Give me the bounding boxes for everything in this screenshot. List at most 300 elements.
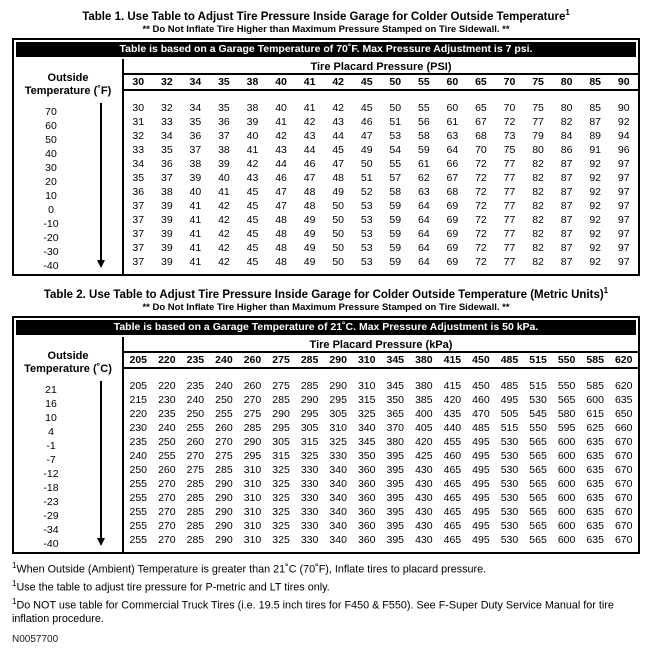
pressure-cell: 42 xyxy=(275,129,287,142)
placard-pressure-header: 220 xyxy=(158,353,176,366)
pressure-cell: 45 xyxy=(246,213,259,226)
pressure-cell: 87 xyxy=(560,255,573,268)
pressure-cell: 350 xyxy=(357,449,376,462)
pressure-cell: 295 xyxy=(300,407,319,420)
table1-data-column xyxy=(124,59,638,274)
pressure-cell: 360 xyxy=(357,463,376,476)
placard-pressure-header: 485 xyxy=(500,353,519,366)
pressure-cell: 96 xyxy=(617,143,630,156)
pressure-cell: 415 xyxy=(443,379,462,392)
pressure-cell: 53 xyxy=(360,255,373,268)
down-arrow-head xyxy=(97,260,105,268)
pressure-cell: 77 xyxy=(503,227,516,240)
pressure-cell: 305 xyxy=(329,407,347,420)
pressure-cell: 44 xyxy=(303,143,316,156)
pressure-cell: 505 xyxy=(500,407,519,420)
temperature-value: 20 xyxy=(45,175,57,188)
pressure-cell: 35 xyxy=(132,171,145,184)
pressure-cell: 45 xyxy=(332,143,344,156)
pressure-cell: 48 xyxy=(275,255,287,268)
temperature-value: 10 xyxy=(45,411,57,424)
pressure-cell: 44 xyxy=(332,129,344,142)
pressure-cell: 59 xyxy=(389,241,402,254)
pressure-cell: 31 xyxy=(132,115,145,128)
pressure-cell: 485 xyxy=(472,421,490,434)
pressure-cell: 290 xyxy=(272,407,290,420)
pressure-cell: 59 xyxy=(389,213,402,226)
pressure-cell: 39 xyxy=(218,157,230,170)
table-row xyxy=(124,199,638,213)
pressure-cell: 39 xyxy=(160,213,173,226)
pressure-cell: 72 xyxy=(503,115,516,128)
pressure-cell: 255 xyxy=(129,477,148,490)
pressure-cell: 395 xyxy=(386,505,405,518)
pressure-cell: 340 xyxy=(329,477,347,490)
pressure-cell: 97 xyxy=(617,255,630,268)
placard-pressure-header: 620 xyxy=(614,353,633,366)
pressure-cell: 41 xyxy=(303,101,316,114)
table-row xyxy=(124,101,638,115)
table1-temp-column xyxy=(14,59,124,274)
pressure-cell: 430 xyxy=(415,533,433,546)
pressure-cell: 635 xyxy=(586,435,604,448)
pressure-cell: 530 xyxy=(500,435,519,448)
placard-pressure-header: 585 xyxy=(586,353,604,366)
pressure-cell: 39 xyxy=(246,115,259,128)
placard-pressure-header: 415 xyxy=(443,353,462,366)
pressure-cell: 41 xyxy=(189,241,202,254)
pressure-cell: 45 xyxy=(246,185,259,198)
pressure-cell: 340 xyxy=(329,519,347,532)
pressure-cell: 37 xyxy=(189,143,202,156)
table-row xyxy=(124,213,638,227)
placard-pressure-header: 345 xyxy=(386,353,405,366)
pressure-cell: 600 xyxy=(557,435,576,448)
pressure-cell: 350 xyxy=(386,393,405,406)
pressure-cell: 635 xyxy=(586,519,604,532)
placard-pressure-header: 60 xyxy=(446,75,459,88)
placard-pressure-header: 80 xyxy=(560,75,573,88)
pressure-cell: 295 xyxy=(329,393,347,406)
table-row xyxy=(124,129,638,143)
pressure-cell: 565 xyxy=(529,463,547,476)
pressure-cell: 39 xyxy=(160,199,173,212)
temperature-value: -7 xyxy=(46,453,56,466)
pressure-cell: 37 xyxy=(218,129,230,142)
pressure-cell: 36 xyxy=(132,185,145,198)
placard-pressure-header: 290 xyxy=(329,353,347,366)
pressure-cell: 49 xyxy=(303,227,316,240)
pressure-cell: 275 xyxy=(243,407,262,420)
temp-values xyxy=(14,383,88,551)
pressure-cell: 635 xyxy=(586,477,604,490)
table2-section xyxy=(12,284,640,554)
temperature-value: -12 xyxy=(43,467,59,480)
temperature-value: 21 xyxy=(45,383,57,396)
pressure-cell: 495 xyxy=(472,477,490,490)
pressure-cell: 670 xyxy=(614,463,633,476)
pressure-cell: 60 xyxy=(446,101,459,114)
pressure-cell: 43 xyxy=(303,129,316,142)
pressure-cell: 530 xyxy=(500,477,519,490)
pressure-cell: 465 xyxy=(443,533,462,546)
table-row xyxy=(124,157,638,171)
pressure-cell: 77 xyxy=(503,255,516,268)
pressure-cell: 37 xyxy=(132,227,145,240)
pressure-cell: 59 xyxy=(389,227,402,240)
pressure-cell: 37 xyxy=(132,241,145,254)
pressure-cell: 87 xyxy=(560,241,573,254)
pressure-cell: 330 xyxy=(300,477,319,490)
pressure-cell: 285 xyxy=(186,519,205,532)
pressure-cell: 45 xyxy=(246,241,259,254)
pressure-cell: 49 xyxy=(360,143,373,156)
pressure-cell: 92 xyxy=(617,115,630,128)
down-arrow-icon xyxy=(100,381,102,544)
pressure-cell: 42 xyxy=(218,199,230,212)
placard-pressure-header: 32 xyxy=(160,75,173,88)
temperature-value: 50 xyxy=(45,133,57,146)
pressure-cell: 77 xyxy=(503,171,516,184)
pressure-cell: 42 xyxy=(218,255,230,268)
pressure-cell: 250 xyxy=(129,463,148,476)
pressure-cell: 255 xyxy=(129,533,148,546)
pressure-cell: 37 xyxy=(132,199,145,212)
footnote-1 xyxy=(12,559,640,577)
pressure-cell: 310 xyxy=(357,379,376,392)
pressure-cell: 565 xyxy=(529,533,547,546)
pressure-cell: 600 xyxy=(557,491,576,504)
placard-pressure-header: 70 xyxy=(503,75,516,88)
table2-title-text: Table 2. Use Table to Adjust Tire Pressure Inside Garage for Colder Outside Temperature (Metric Units) xyxy=(43,288,604,301)
pressure-cell: 41 xyxy=(189,213,202,226)
pressure-cell: 64 xyxy=(446,143,459,156)
table2-temp-axis-label xyxy=(14,337,122,376)
placard-pressure-header: 41 xyxy=(303,75,316,88)
table-row xyxy=(124,407,638,421)
pressure-cell: 72 xyxy=(475,157,487,170)
pressure-cell: 330 xyxy=(300,505,319,518)
placard-pressure-header: 310 xyxy=(357,353,376,366)
pressure-cell: 290 xyxy=(215,519,233,532)
pressure-cell: 58 xyxy=(417,129,430,142)
footnote-marker: 1 xyxy=(12,560,17,570)
table1-pressure-header: Tire Placard Pressure (PSI) xyxy=(124,59,638,75)
pressure-cell: 530 xyxy=(500,519,519,532)
pressure-cell: 58 xyxy=(389,185,402,198)
pressure-cell: 670 xyxy=(614,519,633,532)
pressure-cell: 635 xyxy=(586,491,604,504)
pressure-cell: 45 xyxy=(246,199,259,212)
pressure-cell: 530 xyxy=(529,393,547,406)
temperature-value: 30 xyxy=(45,161,57,174)
pressure-cell: 340 xyxy=(329,491,347,504)
pressure-cell: 52 xyxy=(360,185,373,198)
pressure-cell: 330 xyxy=(300,463,319,476)
pressure-cell: 72 xyxy=(475,199,487,212)
pressure-cell: 635 xyxy=(586,463,604,476)
pressure-cell: 495 xyxy=(472,491,490,504)
pressure-cell: 72 xyxy=(475,227,487,240)
pressure-cell: 39 xyxy=(160,227,173,240)
pressure-cell: 87 xyxy=(560,227,573,240)
pressure-cell: 315 xyxy=(300,435,319,448)
pressure-cell: 600 xyxy=(557,449,576,462)
pressure-cell: 305 xyxy=(272,435,290,448)
pressure-cell: 72 xyxy=(475,185,487,198)
placard-pressure-header: 35 xyxy=(218,75,230,88)
pressure-cell: 92 xyxy=(589,255,601,268)
pressure-cell: 240 xyxy=(158,421,176,434)
temperature-value: -20 xyxy=(43,231,59,244)
pressure-cell: 40 xyxy=(189,185,202,198)
pressure-cell: 92 xyxy=(589,213,601,226)
pressure-cell: 395 xyxy=(386,477,405,490)
pressure-cell: 465 xyxy=(443,477,462,490)
temperature-value: -23 xyxy=(43,495,59,508)
footnote-marker: 1 xyxy=(603,285,609,295)
pressure-cell: 595 xyxy=(557,421,576,434)
pressure-cell: 395 xyxy=(386,491,405,504)
pressure-cell: 87 xyxy=(589,115,601,128)
pressure-cell: 670 xyxy=(614,533,633,546)
pressure-cell: 305 xyxy=(300,421,319,434)
pressure-cell: 49 xyxy=(303,241,316,254)
pressure-cell: 550 xyxy=(557,379,576,392)
pressure-cell: 77 xyxy=(503,213,516,226)
pressure-cell: 360 xyxy=(357,533,376,546)
table-row xyxy=(124,171,638,185)
pressure-cell: 235 xyxy=(129,435,148,448)
pressure-cell: 430 xyxy=(415,463,433,476)
pressure-cell: 275 xyxy=(215,449,233,462)
pressure-cell: 34 xyxy=(132,157,145,170)
pressure-cell: 385 xyxy=(415,393,433,406)
pressure-cell: 530 xyxy=(500,491,519,504)
pressure-cell: 285 xyxy=(186,505,205,518)
pressure-cell: 36 xyxy=(218,115,230,128)
pressure-cell: 42 xyxy=(332,101,344,114)
pressure-cell: 600 xyxy=(557,519,576,532)
pressure-cell: 635 xyxy=(586,449,604,462)
pressure-cell: 250 xyxy=(186,407,205,420)
placard-pressure-header: 90 xyxy=(617,75,630,88)
pressure-cell: 70 xyxy=(503,101,516,114)
pressure-cell: 495 xyxy=(472,435,490,448)
footnote-marker: 1 xyxy=(565,8,570,17)
pressure-cell: 48 xyxy=(275,241,287,254)
pressure-cell: 420 xyxy=(415,435,433,448)
pressure-cell: 620 xyxy=(614,379,633,392)
pressure-cell: 325 xyxy=(272,491,290,504)
pressure-cell: 70 xyxy=(475,143,487,156)
pressure-cell: 600 xyxy=(557,477,576,490)
pressure-cell: 50 xyxy=(332,241,344,254)
pressure-cell: 82 xyxy=(532,227,544,240)
table1-title-text: Table 1. Use Table to Adjust Tire Pressure Inside Garage for Colder Outside Temperature xyxy=(82,10,566,23)
pressure-cell: 50 xyxy=(332,199,344,212)
table2-title xyxy=(12,284,640,302)
table-row xyxy=(124,185,638,199)
pressure-cell: 62 xyxy=(417,171,430,184)
pressure-cell: 47 xyxy=(360,129,373,142)
pressure-cell: 77 xyxy=(532,115,544,128)
pressure-cell: 240 xyxy=(186,393,205,406)
pressure-cell: 75 xyxy=(532,101,544,114)
pressure-cell: 39 xyxy=(160,255,173,268)
pressure-cell: 670 xyxy=(614,449,633,462)
pressure-cell: 87 xyxy=(560,157,573,170)
pressure-cell: 290 xyxy=(215,477,233,490)
pressure-cell: 290 xyxy=(215,491,233,504)
pressure-cell: 255 xyxy=(129,505,148,518)
pressure-cell: 325 xyxy=(272,463,290,476)
pressure-cell: 67 xyxy=(446,171,459,184)
pressure-cell: 290 xyxy=(243,435,262,448)
pressure-cell: 310 xyxy=(243,505,262,518)
pressure-cell: 285 xyxy=(186,533,205,546)
pressure-cell: 485 xyxy=(500,379,519,392)
placard-pressure-header: 30 xyxy=(132,75,145,88)
table2-body xyxy=(14,337,638,552)
pressure-cell: 46 xyxy=(360,115,373,128)
placard-pressure-header: 38 xyxy=(246,75,259,88)
table-row xyxy=(124,143,638,157)
down-arrow-head xyxy=(97,538,105,546)
pressure-cell: 42 xyxy=(218,241,230,254)
pressure-cell: 42 xyxy=(218,213,230,226)
pressure-cell: 34 xyxy=(160,129,173,142)
pressure-cell: 530 xyxy=(500,463,519,476)
footnote-marker: 1 xyxy=(12,578,17,588)
pressure-cell: 290 xyxy=(300,393,319,406)
pressure-cell: 92 xyxy=(589,185,601,198)
pressure-cell: 39 xyxy=(160,241,173,254)
pressure-cell: 310 xyxy=(243,463,262,476)
pressure-cell: 90 xyxy=(617,101,630,114)
pressure-cell: 97 xyxy=(617,157,630,170)
table1-body xyxy=(14,59,638,274)
pressure-header-row xyxy=(124,353,638,369)
pressure-cell: 285 xyxy=(215,463,233,476)
pressure-cell: 97 xyxy=(617,185,630,198)
pressure-cell: 37 xyxy=(132,213,145,226)
pressure-cell: 330 xyxy=(300,519,319,532)
table1-title xyxy=(12,6,640,24)
pressure-cell: 295 xyxy=(272,421,290,434)
pressure-cell: 285 xyxy=(300,379,319,392)
table-row xyxy=(124,227,638,241)
pressure-cell: 85 xyxy=(589,101,601,114)
pressure-cell: 43 xyxy=(246,171,259,184)
pressure-cell: 495 xyxy=(472,533,490,546)
pressure-cell: 51 xyxy=(360,171,373,184)
temperature-value: -40 xyxy=(43,537,59,550)
pressure-cell: 45 xyxy=(360,101,373,114)
temp-label-line2: Temperature (˚C) xyxy=(24,362,112,375)
pressure-cell: 360 xyxy=(357,491,376,504)
temp-label-line1: Outside xyxy=(47,71,89,84)
pressure-cell: 50 xyxy=(332,227,344,240)
pressure-cell: 49 xyxy=(303,255,316,268)
table-row xyxy=(124,491,638,505)
pressure-cell: 235 xyxy=(186,379,205,392)
table2-basis-bar: Table is based on a Garage Temperature of 21˚C. Max Pressure Adjustment is 50 kPa. xyxy=(16,320,636,335)
pressure-cell: 56 xyxy=(417,115,430,128)
pressure-cell: 32 xyxy=(132,129,145,142)
pressure-cell: 345 xyxy=(386,379,405,392)
temp-label-line2: Temperature (˚F) xyxy=(24,84,112,97)
pressure-cell: 455 xyxy=(443,435,462,448)
data-rows xyxy=(124,91,638,274)
temperature-value: -34 xyxy=(43,523,59,536)
pressure-cell: 82 xyxy=(532,171,544,184)
pressure-cell: 97 xyxy=(617,171,630,184)
pressure-cell: 230 xyxy=(129,421,148,434)
pressure-cell: 48 xyxy=(275,213,287,226)
pressure-cell: 330 xyxy=(300,491,319,504)
pressure-cell: 61 xyxy=(446,115,459,128)
pressure-cell: 660 xyxy=(614,421,633,434)
pressure-cell: 50 xyxy=(389,101,402,114)
placard-pressure-header: 40 xyxy=(275,75,287,88)
pressure-cell: 275 xyxy=(186,463,205,476)
pressure-cell: 395 xyxy=(386,519,405,532)
temperature-value: 10 xyxy=(45,189,57,202)
placard-pressure-header: 240 xyxy=(215,353,233,366)
placard-pressure-header: 515 xyxy=(529,353,547,366)
pressure-cell: 67 xyxy=(475,115,487,128)
table1-temp-axis-label xyxy=(14,59,122,98)
pressure-cell: 600 xyxy=(557,505,576,518)
pressure-cell: 325 xyxy=(300,449,319,462)
pressure-cell: 50 xyxy=(332,213,344,226)
pressure-cell: 440 xyxy=(443,421,462,434)
pressure-cell: 53 xyxy=(360,213,373,226)
figure-id: N0057700 xyxy=(12,634,59,646)
pressure-cell: 82 xyxy=(532,157,544,170)
pressure-cell: 79 xyxy=(532,129,544,142)
pressure-cell: 72 xyxy=(475,241,487,254)
pressure-cell: 41 xyxy=(189,199,202,212)
table1-warning: ** Do Not Inflate Tire Higher than Maximum Pressure Stamped on Tire Sidewall. ** xyxy=(142,23,510,35)
temperature-value: 16 xyxy=(45,397,57,410)
pressure-cell: 38 xyxy=(160,185,173,198)
table1-basis-bar: Table is based on a Garage Temperature of 70˚F. Max Pressure Adjustment is 7 psi. xyxy=(16,42,636,57)
placard-pressure-header: 75 xyxy=(532,75,544,88)
temperature-value: 70 xyxy=(45,105,57,118)
pressure-cell: 92 xyxy=(589,199,601,212)
pressure-cell: 240 xyxy=(129,449,148,462)
placard-pressure-header: 65 xyxy=(475,75,487,88)
pressure-cell: 53 xyxy=(389,129,402,142)
pressure-cell: 460 xyxy=(443,449,462,462)
pressure-cell: 61 xyxy=(417,157,430,170)
pressure-cell: 270 xyxy=(158,505,176,518)
pressure-cell: 285 xyxy=(272,393,290,406)
placard-pressure-header: 205 xyxy=(129,353,148,366)
pressure-cell: 495 xyxy=(472,519,490,532)
pressure-cell: 465 xyxy=(443,463,462,476)
data-rows xyxy=(124,369,638,552)
pressure-cell: 50 xyxy=(332,255,344,268)
pressure-cell: 325 xyxy=(357,407,376,420)
footnote-text: When Outside (Ambient) Temperature is greater than 21˚C (70˚F), Inflate tires to placard pressure. xyxy=(16,563,487,576)
pressure-cell: 64 xyxy=(417,199,430,212)
pressure-cell: 315 xyxy=(272,449,290,462)
pressure-cell: 42 xyxy=(218,227,230,240)
pressure-cell: 515 xyxy=(529,379,547,392)
